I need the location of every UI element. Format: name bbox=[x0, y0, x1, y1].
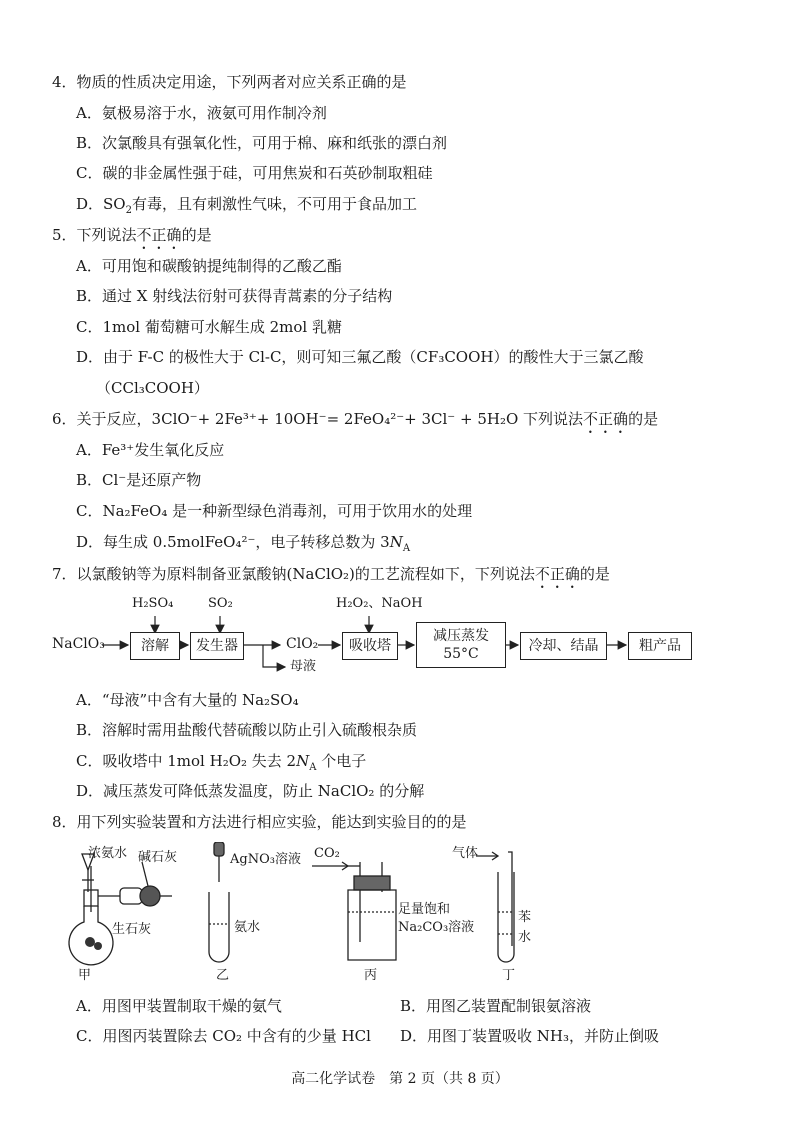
apparatus-ding-drawing bbox=[452, 842, 562, 982]
q6-option-c: C．Na₂FeO₄ 是一种新型绿色消毒剂，可用于饮用水的处理 bbox=[76, 502, 473, 520]
page-footer: 高二化学试卷 第 2 页（共 8 页） bbox=[291, 1071, 509, 1087]
yi-label: 乙 bbox=[216, 968, 230, 983]
q4-option-a: A．氨极易溶于水，液氨可用作制冷剂 bbox=[76, 104, 327, 122]
flow-box-absorber: 吸收塔 bbox=[342, 632, 398, 660]
q7-option-a: A．“母液”中含有大量的 Na₂SO₄ bbox=[76, 691, 299, 709]
q6-option-b: B．Cl⁻是还原产物 bbox=[76, 471, 202, 489]
q7-option-b: B．溶解时需用盐酸代替硫酸以防止引入硫酸根杂质 bbox=[76, 721, 418, 739]
jia-label-quicklime: 生石灰 bbox=[112, 922, 152, 937]
q6-option-d: D．每生成 0.5molFeO₄²⁻，电子转移总数为 $3N_A$ bbox=[76, 533, 411, 554]
flow-box-generator: 发生器 bbox=[190, 632, 244, 660]
q5-option-a: A．可用饱和碳酸钠提纯制得的乙酸乙酯 bbox=[76, 257, 342, 275]
flow-reagent-h2so4: H₂SO₄ bbox=[132, 596, 174, 611]
q5-option-b: B．通过 X 射线法衍射可获得青蒿素的分子结构 bbox=[76, 287, 393, 305]
flow-reagent-so2: SO₂ bbox=[208, 596, 233, 611]
apparatus-ding bbox=[452, 842, 562, 982]
q5-stem: 5．下列说法不正确的是 bbox=[52, 226, 212, 244]
q8-stem: 8．用下列实验装置和方法进行相应实验，能达到实验目的的是 bbox=[52, 813, 467, 831]
q7-option-d: D．减压蒸发可降低蒸发温度，防止 NaClO₂ 的分解 bbox=[76, 782, 425, 800]
jia-label-soda-lime: 碱石灰 bbox=[138, 850, 178, 865]
flow-start: NaClO₃ bbox=[52, 636, 105, 652]
apparatus-jia bbox=[60, 842, 200, 982]
ding-label-gas: 气体 bbox=[452, 846, 479, 861]
flow-box-dissolve: 溶解 bbox=[130, 632, 180, 660]
flow-mother-liquor: 母液 bbox=[290, 659, 317, 674]
q5-option-c: C．1mol 葡萄糖可水解生成 2mol 乳糖 bbox=[76, 318, 342, 336]
q7-stem: 7．以氯酸钠等为原料制备亚氯酸钠(NaClO₂)的工艺流程如下，下列说法不正确的是 bbox=[52, 565, 610, 583]
ding-label-water: 水 bbox=[518, 930, 532, 945]
bing-label-saturated: 足量饱和 bbox=[398, 902, 451, 917]
yi-label-silver-nitrate: AgNO₃溶液 bbox=[230, 852, 301, 867]
q8-option-d: D．用图丁装置吸收 NH₃，并防止倒吸 bbox=[400, 1027, 660, 1045]
ding-label: 丁 bbox=[502, 968, 516, 983]
q4-option-d: D．$SO_2$有毒，且有刺激性气味，不可用于食品加工 bbox=[76, 195, 417, 216]
q6-option-a: A．Fe³⁺发生氧化反应 bbox=[76, 441, 225, 459]
q8-option-c: C．用图丙装置除去 CO₂ 中含有的少量 HCl bbox=[76, 1027, 371, 1045]
q5-option-d-continued: （CCl₃COOH） bbox=[96, 379, 209, 397]
ding-label-benzene: 苯 bbox=[518, 910, 532, 925]
bing-label-co2: CO₂ bbox=[314, 846, 340, 861]
q5-option-d: D．由于 F-C 的极性大于 Cl-C，则可知三氟乙酸（CF₃COOH）的酸性大于三氯乙酸 bbox=[76, 348, 644, 366]
apparatus-yi bbox=[200, 842, 310, 982]
q8-option-a: A．用图甲装置制取干燥的氨气 bbox=[76, 997, 282, 1015]
q8-option-b: B．用图乙装置配制银氨溶液 bbox=[400, 997, 592, 1015]
yi-label-ammonia: 氨水 bbox=[234, 920, 261, 935]
q4-option-c: C．碳的非金属性强于硅，可用焦炭和石英砂制取粗硅 bbox=[76, 164, 433, 182]
flow-reagent-h2o2-naoh: H₂O₂、NaOH bbox=[336, 596, 423, 611]
flow-clo2: ClO₂ bbox=[286, 636, 319, 652]
flow-box-crude-product: 粗产品 bbox=[628, 632, 692, 660]
apparatus-jia-drawing bbox=[60, 842, 200, 982]
q7-option-c: C．吸收塔中 1mol H₂O₂ 失去 $2N_A$ 个电子 bbox=[76, 752, 367, 773]
bing-label: 丙 bbox=[364, 968, 378, 983]
jia-label-ammonia: 浓氨水 bbox=[88, 846, 128, 861]
q6-stem: 6．关于反应，3ClO⁻+ 2Fe³⁺+ 10OH⁻= 2FeO₄²⁻+ 3Cl⁻ + 5H₂O 下列说法不正确的是 bbox=[52, 410, 659, 428]
flow-box-crystallize: 冷却、结晶 bbox=[520, 632, 607, 660]
q4-option-b: B．次氯酸具有强氧化性，可用于棉、麻和纸张的漂白剂 bbox=[76, 134, 448, 152]
bing-label-sodium-carbonate: Na₂CO₃溶液 bbox=[398, 920, 475, 935]
q4-stem: 4．物质的性质决定用途，下列两者对应关系正确的是 bbox=[52, 73, 407, 91]
q7-process-flow bbox=[50, 590, 700, 690]
jia-label: 甲 bbox=[78, 968, 92, 983]
flow-box-evaporation: 减压蒸发 55°C bbox=[416, 622, 506, 668]
